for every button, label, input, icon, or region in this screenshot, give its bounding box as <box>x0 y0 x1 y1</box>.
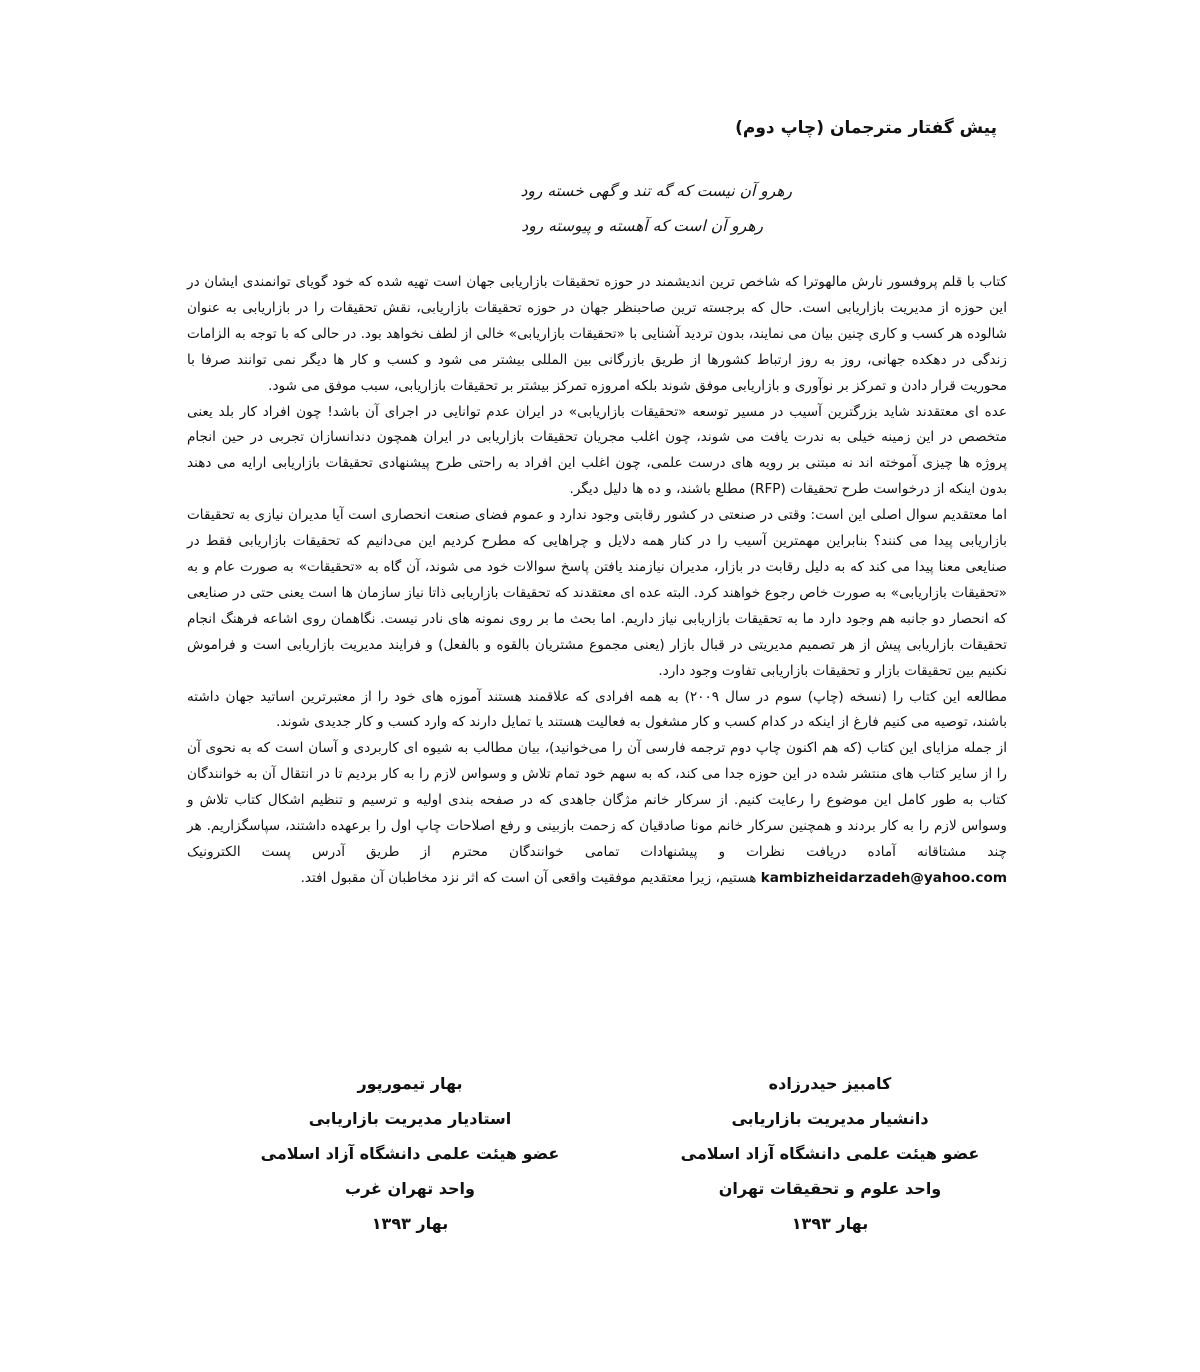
signature-date: بهار ۱۳۹۳ <box>791 1214 869 1233</box>
signature-date: بهار ۱۳۹۳ <box>371 1214 449 1233</box>
signer-position: دانشیار مدیریت بازاریابی <box>731 1109 929 1128</box>
paragraph: اما معتقدیم سوال اصلی این است: وقتی در صنعتی در کشور رقابتی وجود ندارد و عموم فضای صنعت انحصاری است آیا مدیران نیازی به تحقیقات بازاریابی پیدا می کنند؟ بنابراین مهمترین آسیب را در کنار همه دلایل و چراهایی که مطرح کردیم این می‌دانیم که تحقیقات بازاریابی فقط در صنایعی معنا پیدا می کند که به دلیل رقابت در بازار، مدیران نیازمند یافتن پاسخ سوالات خود می شوند، آن گاه به «تحقیقات» به صورت عام و به «تحقیقات بازاریابی» به صورت خاص رجوع خواهند کرد. البته عده ای معتقدند که تحقیقات بازاریابی ذاتا نیاز سازمان ها است یعنی حتی در صنایعی که انحصار دو جانبه هم وجود دارد ما به تحقیقات بازاریابی نیاز داریم. اما بحث ما بر روی نمونه های نادر نیست. نگاهمان روی اشاعه فرهنگ انجام تحقیقات بازاریابی پیش از هر تصمیم مدیریتی در قبال بازار (یعنی مجموع مشتریان بالقوه و بالفعل) و فرایند مدیریت بازاریابی است و فراموش نکنیم بین تحقیقات بازار و تحقیقات بازاریابی تفاوت وجود دارد. <box>187 507 1007 679</box>
paragraph: عده ای معتقدند شاید بزرگترین آسیب در مسیر توسعه «تحقیقات بازاریابی» در ایران عدم توانایی در اجرای آن باشد! چون افراد کار بلد یعنی متخصص در این زمینه خیلی به ندرت یافت می شوند، چون اغلب مجریان تحقیقات بازاریابی در ایران همچون دندانسازان تجربی در حین انجام پروژه ها چیزی آموخته اند نه مبتنی بر رویه های درست علمی، چون اغلب این افراد به راحتی طرح پیشنهادی تحقیقات بازاریابی ارایه می دهند بدون اینکه از درخواست طرح تحقیقات (RFP) مطلع باشند، و ده ها دلیل دیگر. <box>187 403 1007 498</box>
body-text <box>187 270 1007 892</box>
page-title: پیش گفتار مترجمان (چاپ دوم) <box>735 118 997 138</box>
poem-line-2: رهرو آن است که آهسته و پیوسته رود <box>521 217 763 235</box>
signer-unit: واحد علوم و تحقیقات تهران <box>718 1179 942 1198</box>
email-address: kambizheidarzadeh@yahoo.com <box>760 869 1007 886</box>
paragraph: کتاب با قلم پروفسور نارش مالهوترا که شاخص ترین اندیشمند در حوزه تحقیقات بازاریابی جهان است تهیه شده که خود گویای توانمندی ایشان در این حوزه از مدیریت بازاریابی است. حال که برجسته ترین صاحبنظر جهان در حوزه تحقیقات بازاریابی، نقش تحقیقات را در بازاریابی به عنوان شالوده هر کسب و کاری چنین بیان می نمایند، بدون تردید آشنایی با «تحقیقات بازاریابی» خالی از لطف نخواهد بود. در حالی که با توجه به الزامات زندگی در دهکده جهانی، روز به روز ارتباط کشورها از طریق بازرگانی بین المللی بیشتر می شود و کسب و کار ها دیگر نمی توانند صرفا با محوریت قرار دادن و تمرکز بر نوآوری و بازاریابی موفق شوند بلکه امروزه تمرکز بیشتر بر تحقیقات بازاریابی، سبب موفق می شود. <box>187 274 1007 394</box>
signature-block <box>250 1066 570 1241</box>
paragraph-text: هستیم، زیرا معتقدیم موفقیت واقعی آن است که اثر نزد مخاطبان آن مقبول افتد. <box>300 869 761 886</box>
signer-name: کامبیز حیدرزاده <box>768 1074 892 1093</box>
poem-line-1: رهرو آن نیست که گه تند و گهی خسته رود <box>520 182 792 200</box>
signer-affiliation: عضو هیئت علمی دانشگاه آزاد اسلامی <box>260 1144 560 1163</box>
signer-position: استادیار مدیریت بازاریابی <box>308 1109 512 1128</box>
signer-name: بهار تیمورپور <box>357 1074 463 1093</box>
paragraph: مطالعه این کتاب را (نسخه (چاپ) سوم در سال ۲۰۰۹) به همه افرادی که علاقمند هستند آموزه های خود را از معتبرترین اساتید جهان داشته باشند، توصیه می کنیم فارغ از اینکه در کدام کسب و کار مشغول به فعالیت هستند یا تمایل دارند که وارد کسب و کار جدیدی شوند. <box>187 688 1007 731</box>
paragraph <box>187 736 1007 891</box>
signature-block <box>670 1066 990 1241</box>
signer-affiliation: عضو هیئت علمی دانشگاه آزاد اسلامی <box>680 1144 980 1163</box>
signer-unit: واحد تهران غرب <box>345 1179 475 1198</box>
paragraph-text: از جمله مزایای این کتاب (که هم اکنون چاپ دوم ترجمه فارسی آن را می‌خوانید)، بیان مطالب به شیوه ای کاربردی و آسان است که به نحوی آن را از سایر کتاب های منتشر شده در این حوزه جدا می کند، که به سهم خود تمام تلاش و وسواس لازم را به کار بردیم تا در انتقال آن به خوانندگان کتاب به طور کامل این موضوع را رعایت کنیم. از سرکار خانم مژگان جاهدی که در صفحه بندی اولیه و ترسیم و تنظیم اشکال کتاب تلاش و وسواس لازم را به کار بردند و همچنین سرکار خانم مونا صادقیان که زحمت بازبینی و رفع اصلاحات چاپ اول را برعهده داشتند، سپاسگزاریم. هر چند مشتاقانه آماده دریافت نظرات و پیشنهادات تمامی خوانندگان محترم از طریق آدرس پست الکترونیک <box>187 740 1007 860</box>
